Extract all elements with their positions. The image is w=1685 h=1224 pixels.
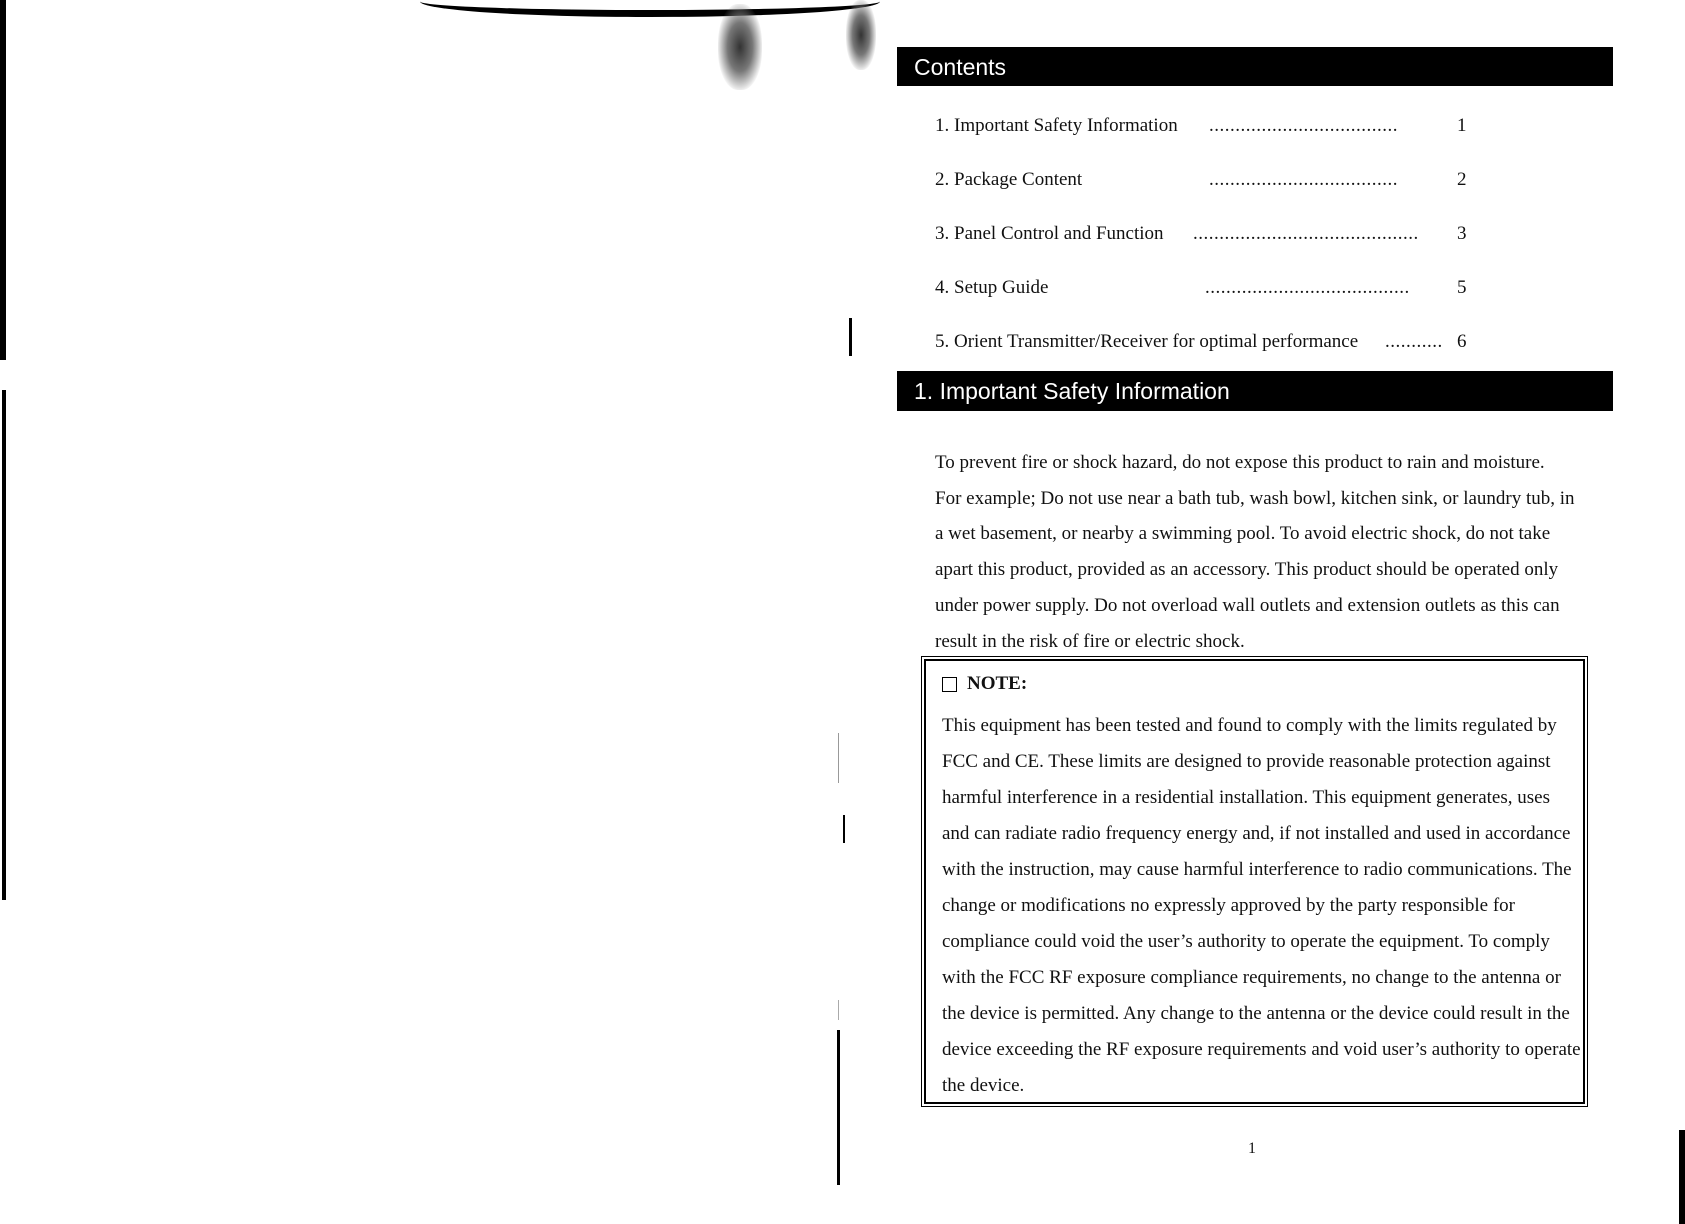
note-paragraph: This equipment has been tested and found to comply with the limits regulated by FCC and CE. These limits are designed to provide reasonable protection against harmful interference in a residential installation. This equipment generates, uses and can radiate radio frequency energy and, if not installed and used in accordance with the instruction, may cause harmful interference to radio communications. The change or modifications no expressly approved by the party responsible for compliance could void the user’s authority to operate the equipment. To comply with the FCC RF exposure compliance requirements, no change to the antenna or the device is permitted. Any change to the antenna or the device could result in the device exceeding the RF exposure requirements and void user’s authority to operate the device.: [942, 715, 1581, 1096]
note-title: [942, 673, 1027, 695]
safety-heading: 1. Important Safety Information: [897, 371, 1613, 411]
toc-leader-dots: ....................................: [1209, 169, 1398, 190]
scan-spine-mark: [849, 318, 852, 356]
toc-entry-title: 1. Important Safety Information: [935, 115, 1178, 136]
toc-leader-dots: .......................................: [1205, 277, 1410, 298]
note-title-label: NOTE:: [967, 673, 1028, 694]
scan-edge-shadow: [0, 0, 6, 360]
safety-paragraph: To prevent fire or shock hazard, do not expose this product to rain and moisture. For example; Do not use near a bath tub, wash bowl, kitchen sink, or laundry tub, in a wet basement, or nearby a swimming pool. To avoid electric shock, do not take apart this product, provided as an accessory. This product should be operated only under power supply. Do not overload wall outlets and extension outlets as this can result in the risk of fire or electric shock.: [935, 452, 1575, 652]
toc-leader-dots: ...........: [1385, 331, 1443, 352]
scan-spine-mark: [838, 1000, 839, 1020]
contents-heading: Contents: [897, 47, 1613, 86]
toc-entry-title: 5. Orient Transmitter/Receiver for optimal performance: [935, 331, 1359, 352]
toc-entry-title: 2. Package Content: [935, 169, 1083, 190]
toc-entry-page: 6: [1457, 331, 1467, 352]
scan-spine-mark: [838, 733, 839, 783]
scan-smudge: [846, 0, 876, 70]
toc-entry[interactable]: [935, 223, 1475, 277]
scan-smudge: [718, 4, 762, 90]
scan-spine-mark: [837, 1030, 840, 1185]
toc-entry-page: 3: [1457, 223, 1467, 244]
scan-page-curl: [420, 0, 880, 17]
note-box: [921, 656, 1588, 1107]
scan-edge-shadow: [2, 390, 6, 900]
manual-page: [897, 47, 1613, 1096]
page-number: 1: [1248, 1140, 1256, 1157]
toc-entry-title: 3. Panel Control and Function: [935, 223, 1164, 244]
toc-entry[interactable]: [935, 169, 1475, 223]
table-of-contents: [935, 115, 1475, 385]
toc-entry-page: 5: [1457, 277, 1467, 298]
toc-entry-page: 1: [1457, 115, 1467, 136]
scan-edge-shadow: [1679, 1130, 1685, 1224]
toc-entry[interactable]: [935, 115, 1475, 169]
toc-entry[interactable]: [935, 277, 1475, 331]
checkbox-icon: [942, 677, 957, 692]
toc-entry-page: 2: [1457, 169, 1467, 190]
toc-leader-dots: ....................................: [1209, 115, 1398, 136]
toc-entry-title: 4. Setup Guide: [935, 277, 1049, 298]
toc-leader-dots: ...........................................: [1193, 223, 1419, 244]
scan-spine-mark: [843, 815, 845, 843]
